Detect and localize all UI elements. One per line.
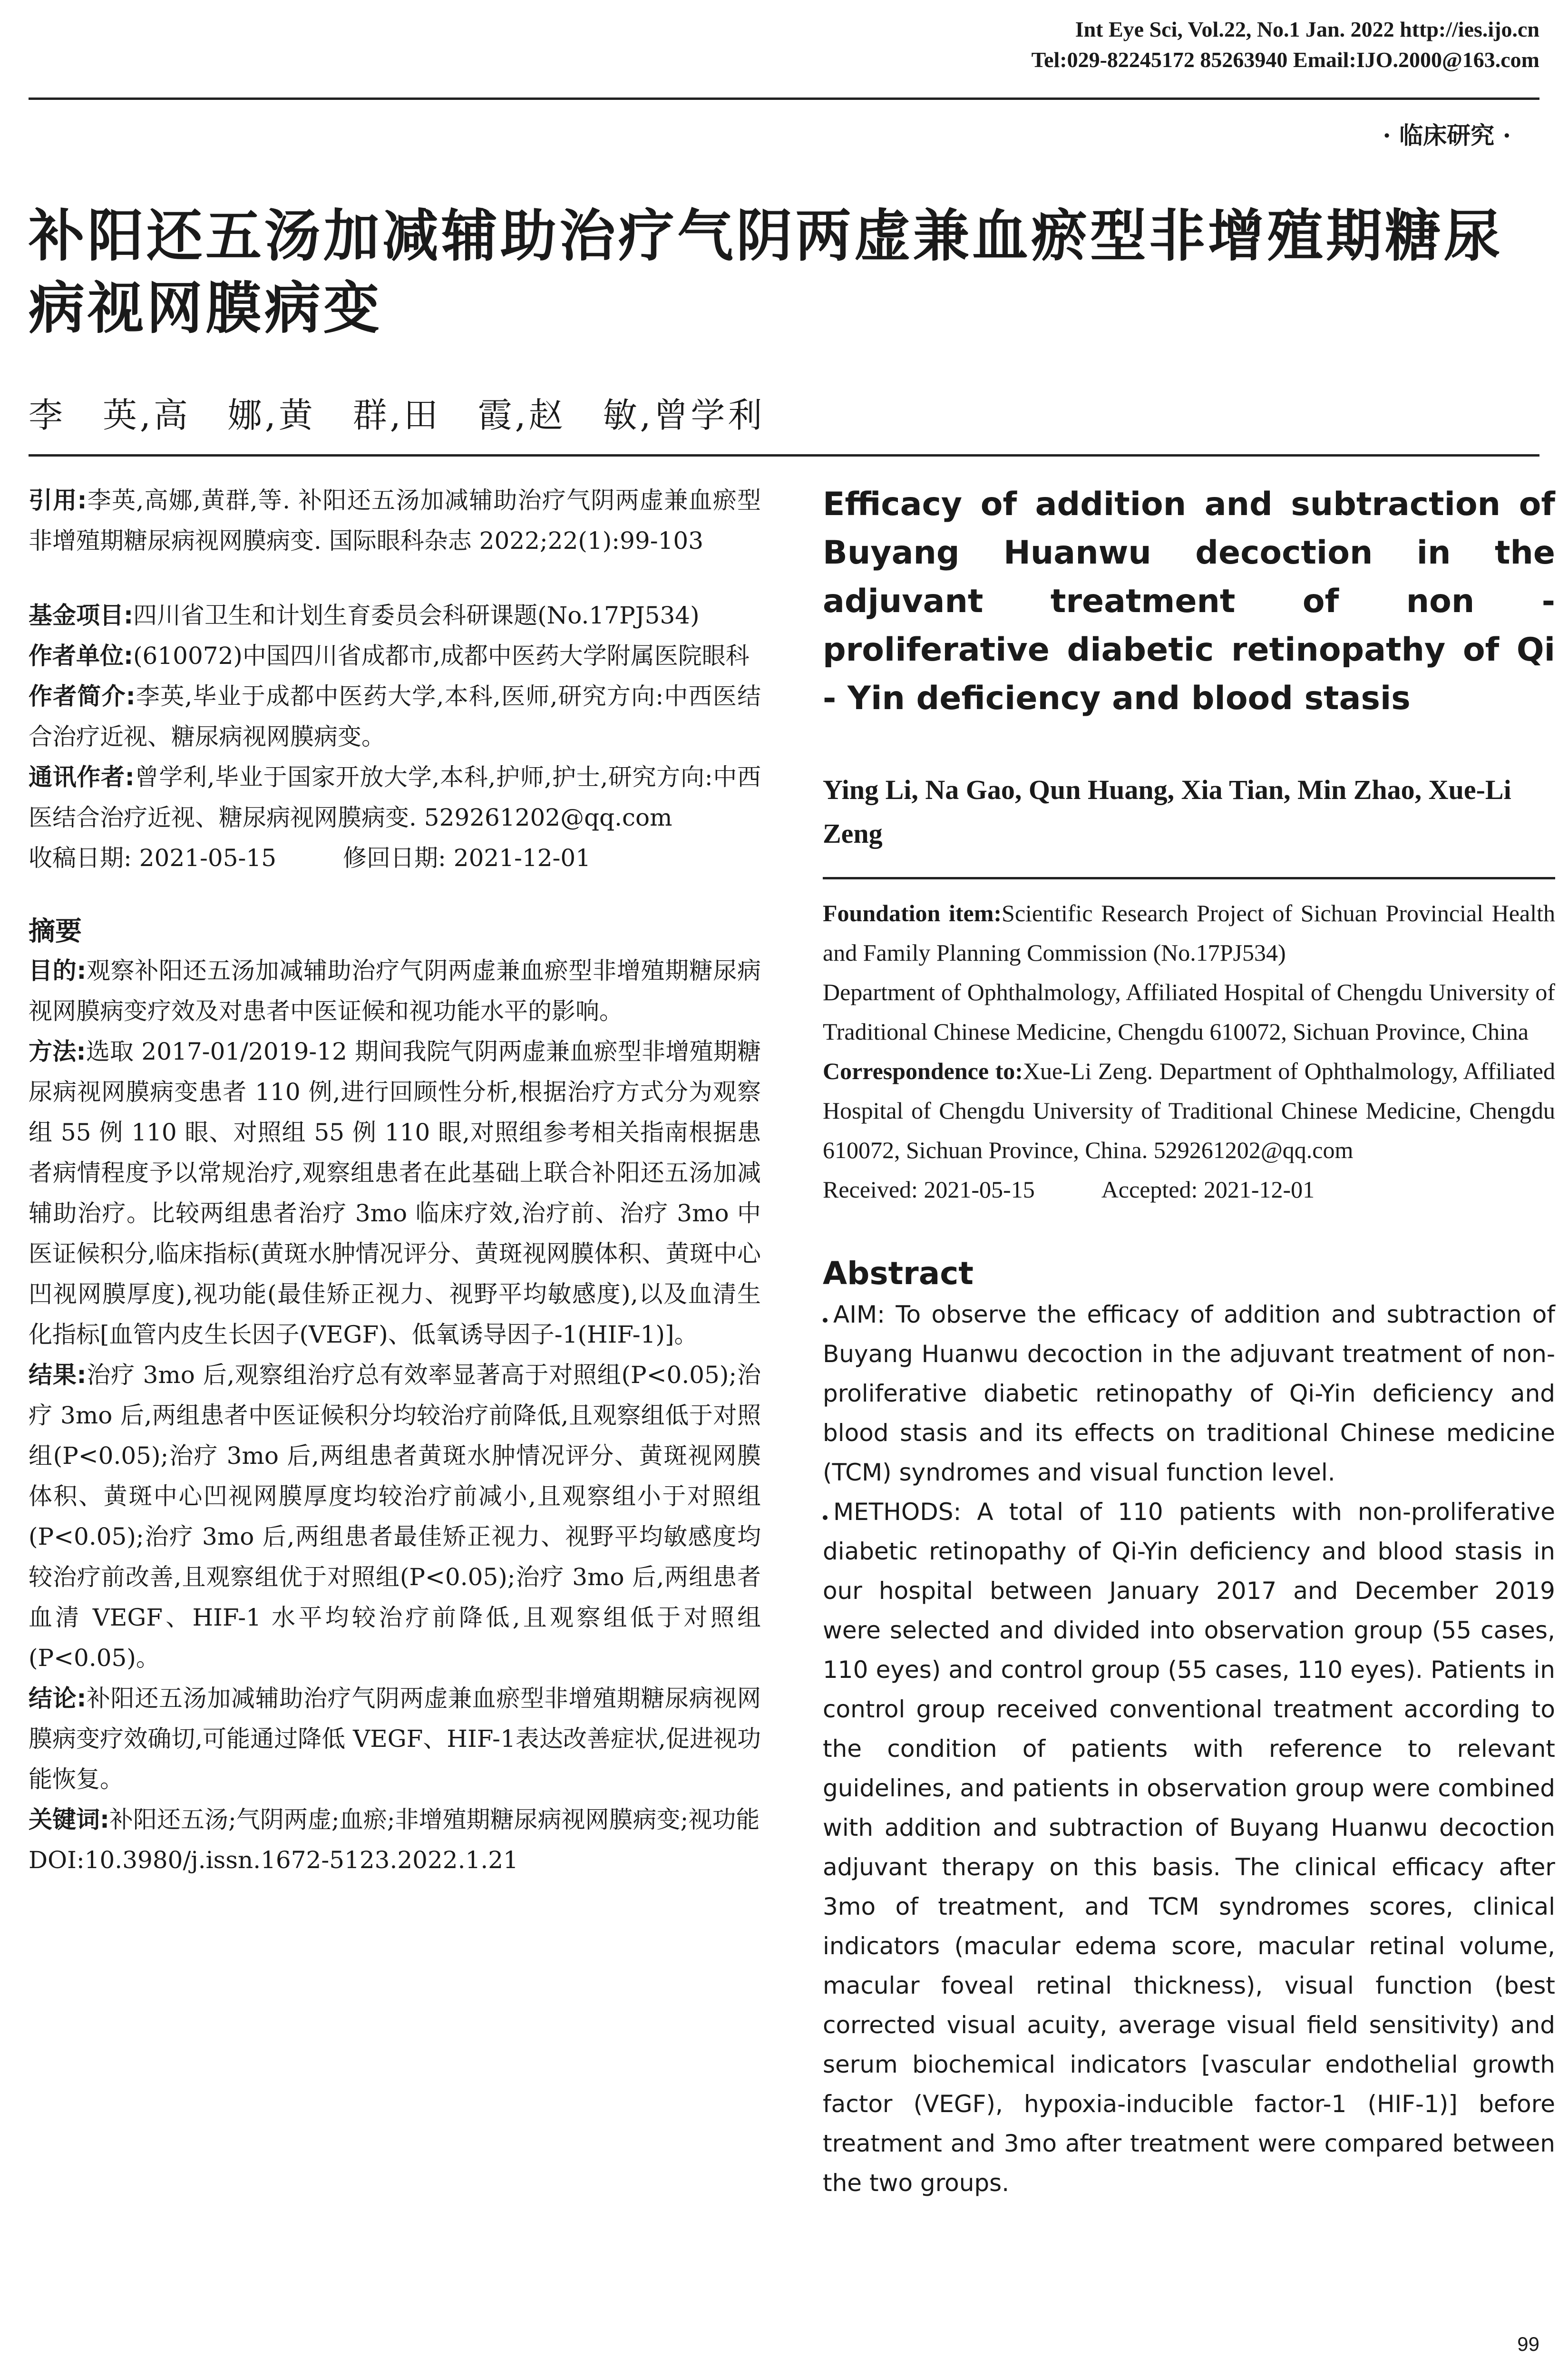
foundation-label: Foundation item: <box>823 900 1002 926</box>
fund-block <box>29 595 761 636</box>
unit-label: 作者单位: <box>29 642 133 670</box>
corr-label: 通讯作者: <box>29 763 135 791</box>
fund-label: 基金项目: <box>29 602 133 629</box>
page-number: 99 <box>1517 2333 1539 2355</box>
bullet-icon <box>823 1492 828 1497</box>
cn-conclusion-label: 结论: <box>29 1685 87 1712</box>
en-abstract-heading: Abstract <box>823 1255 974 1292</box>
en-correspondence-block <box>823 1052 1555 1170</box>
cn-received-date: 收稿日期: 2021-05-15 <box>29 844 277 872</box>
section-tag: · 临床研究 · <box>1383 121 1511 149</box>
bio-label: 作者简介: <box>29 682 136 710</box>
cn-aim-text: 观察补阳还五汤加减辅助治疗气阴两虚兼血瘀型非增殖期糖尿病视网膜病变疗效及对患者中医证候和视功能水平的影响。 <box>29 957 761 1025</box>
english-title: Efficacy of addition and subtraction of Buyang Huanwu decoction in the adjuvant treatment of non - proliferative diabetic retinopathy of Qi - Yin deficiency and blood stasis <box>823 486 1555 717</box>
cn-keywords-block <box>29 1800 761 1840</box>
en-correspondence-label: Correspondence to: <box>823 1058 1023 1084</box>
unit-text: (610072)中国四川省成都市,成都中医药大学附属医院眼科 <box>133 642 750 670</box>
foundation-text: Scientific Research Project of Sichuan Provincial Health and Family Planning Commission (No.17PJ534) <box>823 900 1555 966</box>
en-aim-text: AIM: To observe the efficacy of addition and subtraction of Buyang Huanwu decoction in the adjuvant treatment of non-proliferative diabetic retinopathy of Qi-Yin deficiency and blood stasis and its effects on traditional Chinese medicine (TCM) syndromes and visual function level. <box>823 1301 1555 1486</box>
right-column <box>823 480 1555 2203</box>
journal-header <box>1032 14 1539 75</box>
cn-methods-label: 方法: <box>29 1038 86 1065</box>
cn-aim-label: 目的: <box>29 957 87 984</box>
cn-aim-block <box>29 951 761 1032</box>
english-authors: Ying Li, Na Gao, Qun Huang, Xia Tian, Min Zhao, Xue-Li Zeng <box>823 774 1511 849</box>
cn-keywords-text: 补阳还五汤;气阴两虚;血瘀;非增殖期糖尿病视网膜病变;视功能 <box>109 1806 760 1833</box>
header-rule <box>29 97 1539 100</box>
department-text: Department of Ophthalmology, Affiliated Hospital of Chengdu University of Traditional Chinese Medicine, Chengdu 610072, Sichuan Province, China <box>823 979 1555 1045</box>
fund-text: 四川省卫生和计划生育委员会科研课题(No.17PJ534) <box>133 602 700 629</box>
en-methods-text: METHODS: A total of 110 patients with non-proliferative diabetic retinopathy of Qi-Yin deficiency and blood stasis in our hospital between January 2017 and December 2019 were selected and divided into observation group (55 cases, 110 eyes) and control group (55 cases, 110 eyes). Patients in control group received conventional treatment according to the condition of patients with reference to relevant guidelines, and patients in observation group were combined with addition and subtraction of Buyang Huanwu decoction adjuvant therapy on this basis. The clinical efficacy after 3mo of treatment, and TCM syndromes scores, clinical indicators (macular edema score, macular retinal volume, macular foveal retinal thickness), visual function (best corrected visual acuity, average visual field sensitivity) and serum biochemical indicators [vascular endothelial growth factor (VEGF), hypoxia-inducible factor-1 (HIF-1)] before treatment and 3mo after treatment were compared between the two groups. <box>823 1498 1555 2197</box>
cn-revised-date: 修回日期: 2021-12-01 <box>343 844 591 872</box>
corr-block <box>29 757 761 838</box>
unit-block <box>29 636 761 676</box>
en-correspondence-text: Xue-Li Zeng. Department of Ophthalmology, Affiliated Hospital of Chengdu University of Traditional Chinese Medicine, Chengdu 610072, Sichuan Province, China. 529261202@qq.com <box>823 1058 1555 1163</box>
left-column <box>29 480 761 1880</box>
bio-text: 李英,毕业于成都中医药大学,本科,医师,研究方向:中西医结合治疗近视、糖尿病视网膜病变。 <box>29 682 761 750</box>
foundation-block <box>823 894 1555 973</box>
journal-line-2: Tel:029-82245172 85263940 Email:IJO.2000@163.com <box>1031 48 1539 72</box>
cn-dates <box>29 838 761 878</box>
cn-keywords-label: 关键词: <box>29 1806 109 1833</box>
citation-text: 李英,高娜,黄群,等. 补阳还五汤加减辅助治疗气阴两虚兼血瘀型非增殖期糖尿病视网膜病变. 国际眼科杂志 2022;22(1):99-103 <box>29 487 761 555</box>
citation-label: 引用: <box>29 487 87 514</box>
cn-methods-text: 选取 2017-01/2019-12 期间我院气阴两虚兼血瘀型非增殖期糖尿病视网膜病变患者 110 例,进行回顾性分析,根据治疗方式分为观察组 55 例 110 眼、对照组 55 例 110 眼,对照组参考相关指南根据患者病情程度予以常规治疗,观察组患者在此基础上联合补阳还五汤加减辅助治疗。比较两组患者治疗 3mo 临床疗效,治疗前、治疗 3mo 中医证候积分,临床指标(黄斑水肿情况评分、黄斑视网膜体积、黄斑中心凹视网膜厚度),视功能(最佳矫正视力、视野平均敏感度),以及血清生化指标[血管内皮生长因子(VEGF)、低氧诱导因子-1(HIF-1)]。 <box>29 1038 761 1348</box>
cn-results-label: 结果: <box>29 1361 87 1389</box>
citation-block <box>29 480 761 561</box>
chinese-title: 补阳还五汤加减辅助治疗气阴两虚兼血瘀型非增殖期糖尿病视网膜病变 <box>29 203 1503 341</box>
bullet-icon <box>823 1295 828 1300</box>
chinese-authors: 李 英,高 娜,黄 群,田 霞,赵 敏,曾学利 <box>29 395 765 435</box>
en-methods-block <box>823 1492 1555 2203</box>
cn-conclusion-text: 补阳还五汤加减辅助治疗气阴两虚兼血瘀型非增殖期糖尿病视网膜病变疗效确切,可能通过降低 VEGF、HIF-1表达改善症状,促进视功能恢复。 <box>29 1685 761 1793</box>
title-rule <box>29 454 1539 457</box>
bio-block <box>29 676 761 757</box>
cn-methods-block <box>29 1032 761 1355</box>
cn-results-text: 治疗 3mo 后,观察组治疗总有效率显著高于对照组(P<0.05);治疗 3mo 后,两组患者中医证候积分均较治疗前降低,且观察组低于对照组(P<0.05);治疗 3mo 后,两组患者黄斑水肿情况评分、黄斑视网膜体积、黄斑中心凹视网膜厚度均较治疗前减小,且观察组小于对照组(P<0.05);治疗 3mo 后,两组患者最佳矫正视力、视野平均敏感度均较治疗前改善,且观察组优于对照组(P<0.05);治疗 3mo 后,两组患者血清 VEGF、HIF-1 水平均较治疗前降低,且观察组低于对照组(P<0.05)。 <box>29 1361 761 1672</box>
cn-conclusion-block <box>29 1678 761 1800</box>
doi: DOI:10.3980/j.issn.1672-5123.2022.1.21 <box>29 1846 518 1874</box>
cn-abstract-heading: 摘要 <box>29 916 82 947</box>
corr-text: 曾学利,毕业于国家开放大学,本科,护师,护士,研究方向:中西医结合治疗近视、糖尿病视网膜病变. 529261202@qq.com <box>29 763 761 831</box>
journal-line-1: Int Eye Sci, Vol.22, No.1 Jan. 2022 http://ies.ijo.cn <box>1075 17 1539 41</box>
cn-results-block <box>29 1355 761 1678</box>
en-dates <box>823 1170 1555 1209</box>
en-aim-block <box>823 1295 1555 1492</box>
en-accepted-date: Accepted: 2021-12-01 <box>1101 1176 1315 1203</box>
en-received-date: Received: 2021-05-15 <box>823 1176 1035 1203</box>
